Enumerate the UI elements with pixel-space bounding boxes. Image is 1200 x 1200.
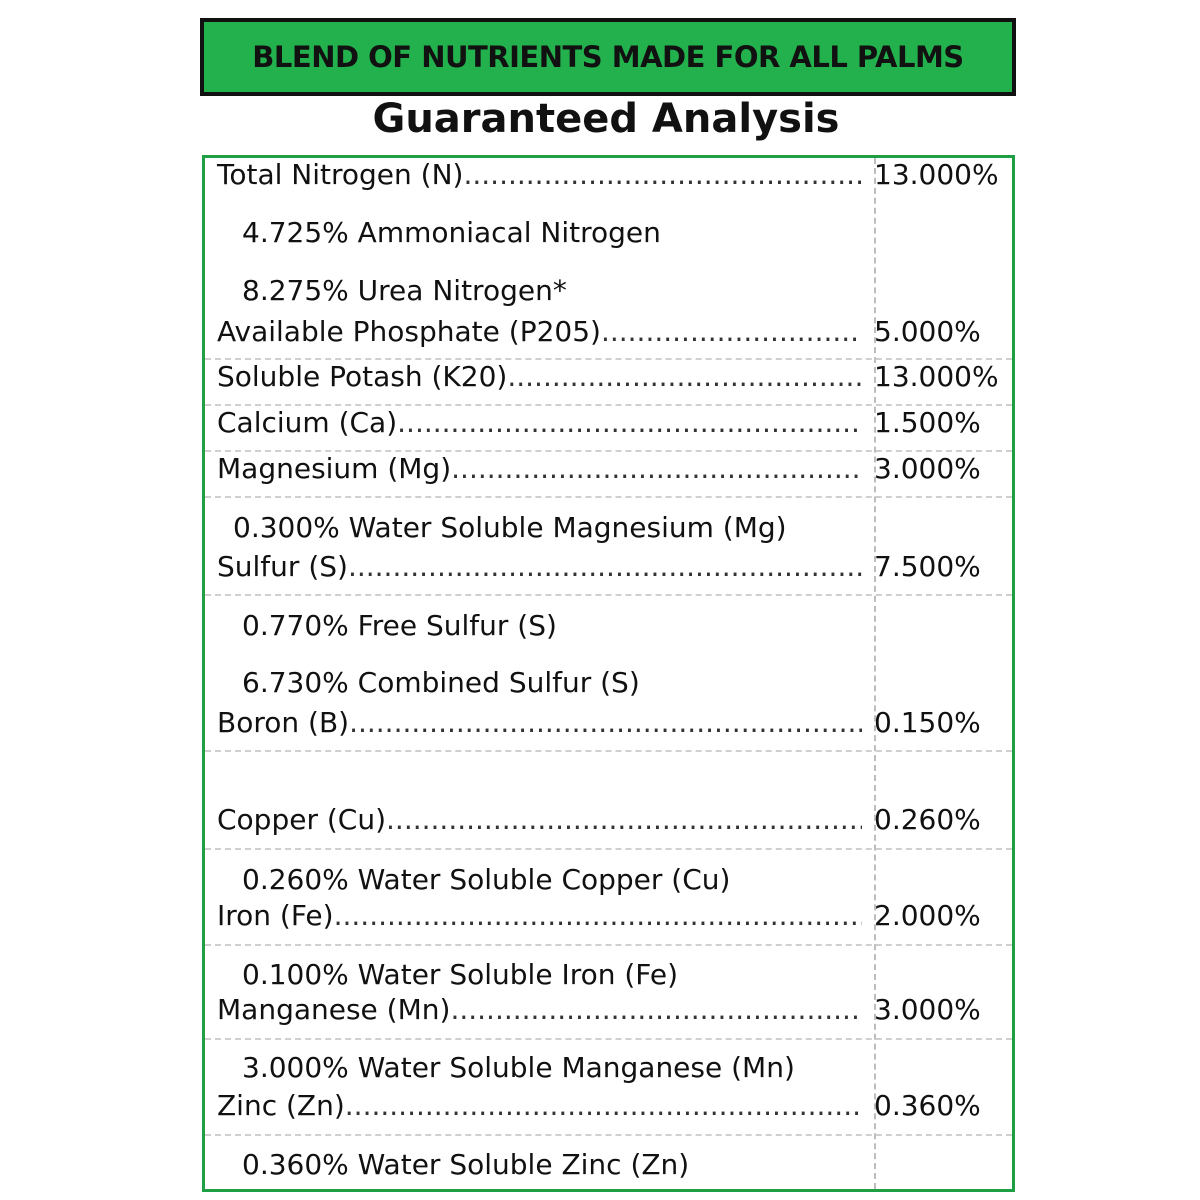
- sub-item: 0.100% Water Soluble Iron (Fe): [242, 958, 679, 991]
- dot-leader: [349, 706, 862, 740]
- nutrient-value: 13.000%: [874, 158, 999, 191]
- header-banner: [200, 18, 1016, 96]
- row-separator: [205, 848, 1012, 850]
- sub-item: 0.300% Water Soluble Magnesium (Mg): [233, 511, 787, 544]
- nutrient-value: 3.000%: [874, 452, 981, 485]
- row-separator: [205, 944, 1012, 946]
- sub-item: 0.360% Water Soluble Zinc (Zn): [242, 1148, 690, 1181]
- nutrient-value: 0.150%: [874, 706, 981, 739]
- nutrient-label: Zinc (Zn): [217, 1089, 345, 1122]
- dot-leader: [601, 315, 862, 349]
- row-separator: [205, 594, 1012, 596]
- dot-leader: [451, 452, 862, 486]
- nutrient-value: 3.000%: [874, 993, 981, 1026]
- nutrient-label: Sulfur (S): [217, 550, 348, 583]
- dot-leader: [507, 360, 862, 394]
- nutrient-label: Total Nitrogen (N): [217, 158, 464, 191]
- table-row: [217, 550, 1012, 584]
- row-separator: [205, 750, 1012, 752]
- page-title: Guaranteed Analysis: [372, 96, 840, 142]
- nutrient-label: Soluble Potash (K20): [217, 360, 508, 393]
- column-divider: [874, 158, 876, 1189]
- table-row: [217, 315, 1012, 349]
- banner-title: BLEND OF NUTRIENTS MADE FOR ALL PALMS: [252, 40, 964, 74]
- analysis-table: [202, 155, 1015, 1192]
- row-separator: [205, 1038, 1012, 1040]
- nutrient-label: Iron (Fe): [217, 899, 334, 932]
- dot-leader: [334, 899, 862, 933]
- nutrient-value: 1.500%: [874, 406, 981, 439]
- row-separator: [205, 496, 1012, 498]
- table-row: [217, 706, 1012, 740]
- table-row: [217, 158, 1012, 192]
- sub-item: 4.725% Ammoniacal Nitrogen: [242, 216, 661, 249]
- nutrient-value: 0.260%: [874, 803, 981, 836]
- nutrient-value: 13.000%: [874, 360, 999, 393]
- sub-item: 6.730% Combined Sulfur (S): [242, 666, 640, 699]
- sub-item: 3.000% Water Soluble Manganese (Mn): [242, 1051, 795, 1084]
- nutrient-label: Available Phosphate (P205): [217, 315, 601, 348]
- nutrient-value: 7.500%: [874, 550, 981, 583]
- sub-item: 0.260% Water Soluble Copper (Cu): [242, 863, 731, 896]
- dot-leader: [397, 406, 862, 440]
- sub-item: 0.770% Free Sulfur (S): [242, 609, 557, 642]
- nutrient-label: Copper (Cu): [217, 803, 387, 836]
- table-row: [217, 899, 1012, 933]
- dot-leader: [345, 1089, 862, 1123]
- nutrient-label: Manganese (Mn): [217, 993, 451, 1026]
- nutrient-value: 0.360%: [874, 1089, 981, 1122]
- table-row: [217, 993, 1012, 1027]
- table-row: [217, 360, 1012, 394]
- dot-leader: [348, 550, 862, 584]
- dot-leader: [386, 803, 862, 837]
- row-separator: [205, 1134, 1012, 1136]
- nutrient-value: 2.000%: [874, 899, 981, 932]
- nutrient-label: Calcium (Ca): [217, 406, 398, 439]
- table-row: [217, 803, 1012, 837]
- table-row: [217, 452, 1012, 486]
- dot-leader: [463, 158, 862, 192]
- nutrient-label: Magnesium (Mg): [217, 452, 452, 485]
- sub-item: 8.275% Urea Nitrogen*: [242, 274, 567, 307]
- table-row: [217, 406, 1012, 440]
- nutrient-label: Boron (B): [217, 706, 350, 739]
- nutrient-value: 5.000%: [874, 315, 981, 348]
- table-row: [217, 1089, 1012, 1123]
- dot-leader: [450, 993, 862, 1027]
